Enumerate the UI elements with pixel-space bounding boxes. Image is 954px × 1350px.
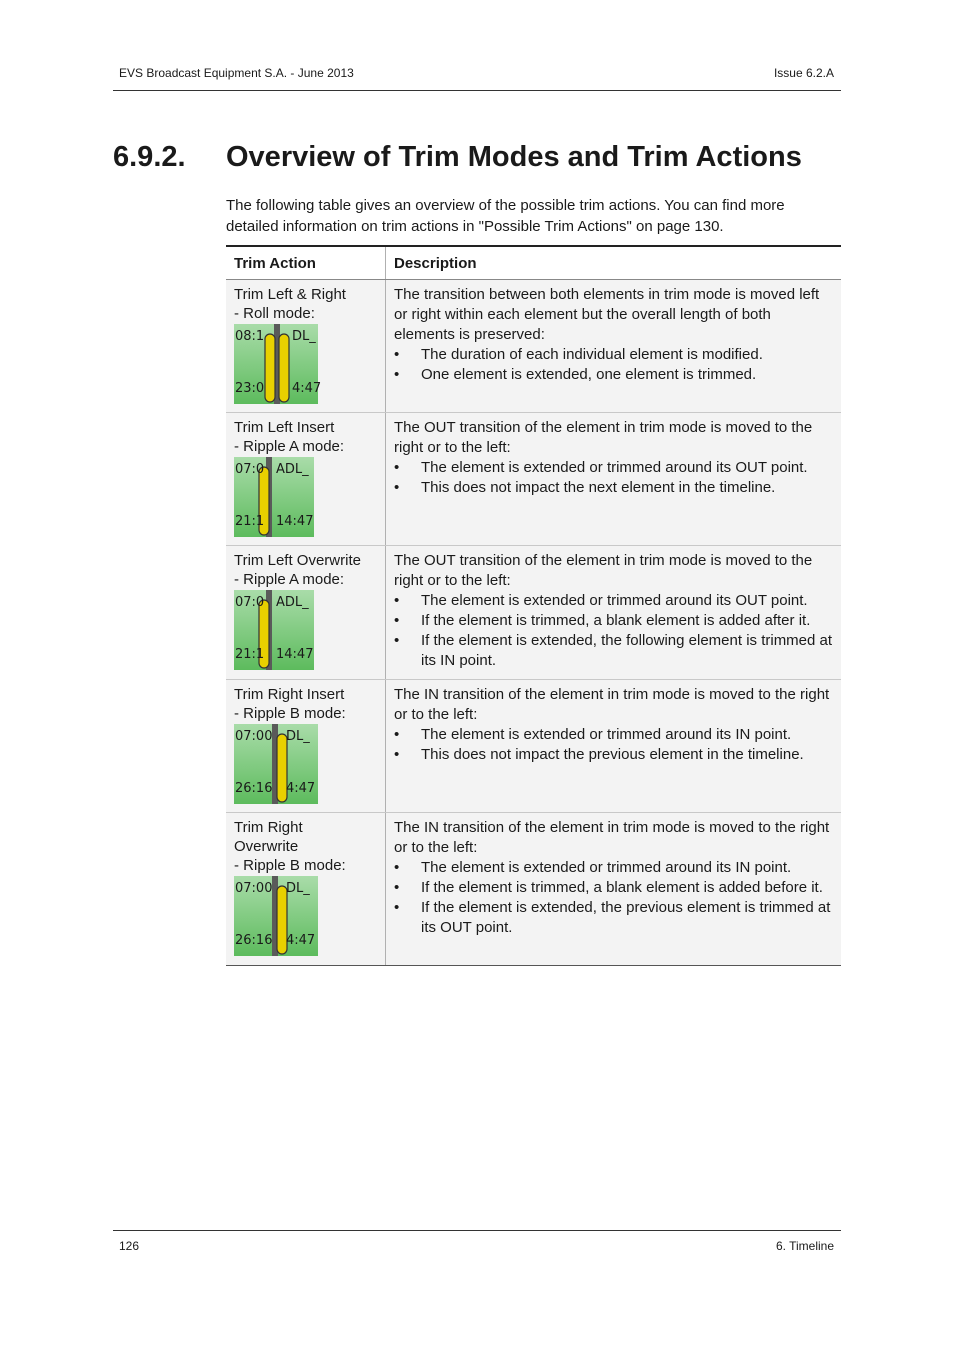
timecode-label: 07:0 — [235, 462, 265, 477]
list-item: • If the element is trimmed, a blank element is added before it. — [394, 878, 833, 898]
section-title: Overview of Trim Modes and Trim Actions — [226, 141, 802, 173]
timecode-label: ADL_ — [276, 595, 309, 610]
trim-action-label: Trim Right Insert — [234, 686, 345, 703]
list-item: • This does not impact the previous element in the timeline. — [394, 745, 833, 765]
trim-action-label: Trim Right — [234, 819, 303, 836]
trim-action-cell — [226, 680, 386, 813]
timecode-label: 07:00 — [235, 881, 273, 896]
bullet-list — [394, 458, 833, 498]
list-item: • If the element is trimmed, a blank element is added after it. — [394, 611, 833, 631]
table-row — [226, 413, 841, 546]
trim-mode-thumbnail — [234, 724, 318, 804]
list-item: • The element is extended or trimmed around its OUT point. — [394, 458, 833, 478]
table-header-row — [226, 246, 841, 280]
timecode-label: 23:0 — [235, 381, 265, 396]
timecode-label: 14:47 — [276, 647, 314, 662]
timecode-label: 21:1 — [235, 514, 265, 529]
timecode-label: 26:16 — [235, 933, 273, 948]
section-heading — [113, 141, 802, 174]
trim-action-cell — [226, 813, 386, 966]
bullet-list — [394, 858, 833, 938]
header-trim-action: Trim Action — [226, 246, 386, 280]
list-item: • The duration of each individual element is modified. — [394, 345, 833, 365]
trim-mode-thumbnail — [234, 876, 318, 956]
description-text: The IN transition of the element in trim mode is moved to the right or to the left: — [394, 686, 830, 723]
timecode-label: 4:47 — [292, 381, 322, 396]
trim-actions-table — [226, 245, 841, 966]
list-item: • If the element is extended, the following element is trimmed at its IN point. — [394, 631, 833, 671]
footer-page-number: 126 — [119, 1239, 140, 1253]
trim-action-label: - Ripple B mode: — [234, 857, 346, 874]
trim-action-label: Trim Left & Right — [234, 286, 346, 303]
list-item: • The element is extended or trimmed around its OUT point. — [394, 591, 833, 611]
list-item: • This does not impact the next element in the timeline. — [394, 478, 833, 498]
description-text: The OUT transition of the element in trim mode is moved to the right or to the left: — [394, 419, 813, 456]
bullet-list — [394, 345, 833, 385]
trim-action-label: - Ripple A mode: — [234, 438, 345, 455]
trim-action-label: Trim Left Overwrite — [234, 552, 361, 569]
trim-action-label: - Roll mode: — [234, 305, 315, 322]
timecode-label: DL_ — [292, 329, 316, 344]
description-cell — [386, 546, 842, 680]
description-text: The OUT transition of the element in trim mode is moved to the right or to the left: — [394, 552, 813, 589]
description-cell — [386, 813, 842, 966]
trim-mode-thumbnail — [234, 590, 314, 670]
table-row — [226, 280, 841, 413]
page-header — [113, 66, 841, 91]
trim-mode-thumbnail — [234, 324, 322, 404]
timecode-label: DL_ — [286, 729, 310, 744]
description-text: The transition between both elements in trim mode is moved left or right within each element but the overall length of both elements is preserved: — [394, 286, 820, 343]
timecode-label: ADL_ — [276, 462, 309, 477]
trim-action-cell — [226, 280, 386, 413]
list-item: • The element is extended or trimmed around its IN point. — [394, 858, 833, 878]
trim-action-cell — [226, 413, 386, 546]
timecode-label: 07:00 — [235, 729, 273, 744]
page-footer — [113, 1230, 841, 1253]
header-left: EVS Broadcast Equipment S.A. - June 2013 — [119, 66, 354, 80]
timecode-label: 14:47 — [276, 514, 314, 529]
trim-action-label: Overwrite — [234, 838, 299, 855]
trim-action-label: - Ripple A mode: — [234, 571, 345, 588]
description-cell — [386, 280, 842, 413]
header-description: Description — [386, 246, 842, 280]
timecode-label: 4:47 — [286, 933, 316, 948]
description-text: The IN transition of the element in trim mode is moved to the right or to the left: — [394, 819, 830, 856]
section-number: 6.9.2. — [113, 141, 186, 173]
bullet-list — [394, 725, 833, 765]
list-item: • The element is extended or trimmed around its IN point. — [394, 725, 833, 745]
timecode-label: 21:1 — [235, 647, 265, 662]
timecode-label: DL_ — [286, 881, 310, 896]
bullet-list — [394, 591, 833, 671]
table-row — [226, 680, 841, 813]
description-cell — [386, 680, 842, 813]
header-right: Issue 6.2.A — [773, 66, 834, 80]
table-row — [226, 813, 841, 966]
trim-handle — [279, 334, 289, 402]
trim-action-cell — [226, 546, 386, 680]
trim-mode-thumbnail — [234, 457, 314, 537]
timecode-label: 07:0 — [235, 595, 265, 610]
list-item: • One element is extended, one element is trimmed. — [394, 365, 833, 385]
table-row — [226, 546, 841, 680]
list-item: • If the element is extended, the previous element is trimmed at its OUT point. — [394, 898, 833, 938]
intro-paragraph: The following table gives an overview of the possible trim actions. You can find more detailed information on trim actions in "Possible Trim Actions" on page 130. — [226, 197, 785, 235]
trim-action-label: - Ripple B mode: — [234, 705, 346, 722]
timecode-label: 26:16 — [235, 781, 273, 796]
description-cell — [386, 413, 842, 546]
timecode-label: 08:1 — [235, 329, 265, 344]
footer-chapter: 6. Timeline — [775, 1239, 834, 1253]
timecode-label: 4:47 — [286, 781, 316, 796]
trim-action-label: Trim Left Insert — [234, 419, 335, 436]
trim-handle — [265, 334, 275, 402]
